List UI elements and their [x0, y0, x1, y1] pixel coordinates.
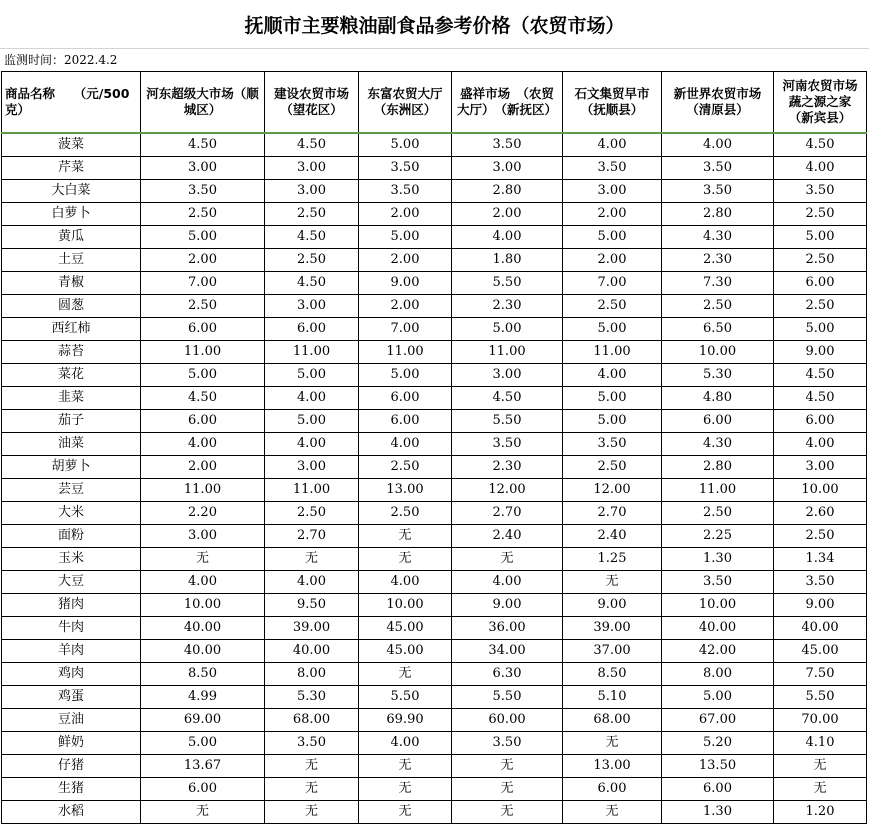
table-row — [2, 318, 867, 341]
product-name-cell[interactable]: 牛肉 — [2, 617, 141, 640]
product-name-cell[interactable]: 鸡肉 — [2, 663, 141, 686]
price-cell[interactable]: 无 — [452, 801, 563, 824]
price-cell[interactable]: 4.50 — [774, 387, 867, 410]
table-row — [2, 709, 867, 732]
price-cell[interactable]: 11.00 — [452, 341, 563, 364]
product-name-cell[interactable]: 西红柿 — [2, 318, 141, 341]
price-cell[interactable]: 1.34 — [774, 548, 867, 571]
product-name-cell[interactable]: 蒜苔 — [2, 341, 141, 364]
price-cell[interactable]: 2.50 — [359, 456, 452, 479]
table-row — [2, 640, 867, 663]
price-cell[interactable]: 13.00 — [359, 479, 452, 502]
price-cell[interactable]: 2.50 — [265, 203, 359, 226]
price-cell[interactable]: 6.00 — [662, 778, 774, 801]
price-cell[interactable]: 6.00 — [265, 318, 359, 341]
price-cell[interactable]: 无 — [265, 801, 359, 824]
price-cell[interactable]: 4.50 — [265, 272, 359, 295]
product-name-cell[interactable]: 青椒 — [2, 272, 141, 295]
price-cell[interactable]: 7.00 — [359, 318, 452, 341]
price-cell[interactable]: 6.00 — [662, 410, 774, 433]
price-cell[interactable]: 4.30 — [662, 226, 774, 249]
header-market[interactable]: 新世界农贸市场（清原县） — [662, 72, 774, 134]
price-cell[interactable]: 2.00 — [359, 295, 452, 318]
table-row — [2, 341, 867, 364]
price-cell[interactable]: 2.50 — [359, 502, 452, 525]
product-name-cell[interactable]: 圆葱 — [2, 295, 141, 318]
price-cell[interactable]: 2.00 — [141, 249, 265, 272]
price-cell[interactable]: 68.00 — [265, 709, 359, 732]
price-cell[interactable]: 4.00 — [265, 433, 359, 456]
price-cell[interactable]: 36.00 — [452, 617, 563, 640]
price-cell[interactable]: 无 — [265, 778, 359, 801]
price-cell[interactable]: 9.00 — [563, 594, 662, 617]
price-cell[interactable]: 5.50 — [452, 686, 563, 709]
price-cell[interactable]: 5.00 — [662, 686, 774, 709]
price-cell[interactable]: 10.00 — [662, 594, 774, 617]
price-cell[interactable]: 45.00 — [774, 640, 867, 663]
price-cell[interactable]: 5.50 — [452, 272, 563, 295]
price-cell[interactable]: 2.60 — [774, 502, 867, 525]
price-cell[interactable]: 3.50 — [452, 433, 563, 456]
price-cell[interactable]: 无 — [141, 548, 265, 571]
table-row — [2, 364, 867, 387]
price-cell[interactable]: 3.00 — [563, 180, 662, 203]
price-cell[interactable]: 8.00 — [662, 663, 774, 686]
price-cell[interactable]: 4.00 — [563, 364, 662, 387]
price-cell[interactable]: 9.00 — [774, 594, 867, 617]
price-cell[interactable]: 34.00 — [452, 640, 563, 663]
price-cell[interactable]: 2.00 — [141, 456, 265, 479]
price-cell[interactable]: 6.50 — [662, 318, 774, 341]
price-cell[interactable]: 3.00 — [265, 456, 359, 479]
price-cell[interactable]: 6.30 — [452, 663, 563, 686]
price-cell[interactable]: 8.00 — [265, 663, 359, 686]
price-cell[interactable]: 6.00 — [563, 778, 662, 801]
price-cell[interactable]: 13.67 — [141, 755, 265, 778]
price-cell[interactable]: 40.00 — [265, 640, 359, 663]
table-row — [2, 157, 867, 180]
price-cell[interactable]: 37.00 — [563, 640, 662, 663]
price-cell[interactable]: 2.50 — [265, 502, 359, 525]
table-row — [2, 778, 867, 801]
price-cell[interactable]: 70.00 — [774, 709, 867, 732]
table-row — [2, 456, 867, 479]
price-cell[interactable]: 9.00 — [452, 594, 563, 617]
price-cell[interactable]: 无 — [563, 732, 662, 755]
table-row — [2, 548, 867, 571]
price-cell[interactable]: 5.00 — [359, 226, 452, 249]
header-market[interactable]: 东富农贸大厅（东洲区） — [359, 72, 452, 134]
price-cell[interactable]: 无 — [141, 801, 265, 824]
price-cell[interactable]: 6.00 — [141, 410, 265, 433]
price-cell[interactable]: 2.80 — [452, 180, 563, 203]
price-cell[interactable]: 2.80 — [662, 203, 774, 226]
table-row — [2, 133, 867, 157]
price-cell[interactable]: 2.00 — [359, 249, 452, 272]
price-cell[interactable]: 2.50 — [265, 249, 359, 272]
price-cell[interactable]: 12.00 — [452, 479, 563, 502]
price-cell[interactable]: 4.00 — [265, 387, 359, 410]
price-cell[interactable]: 2.50 — [662, 295, 774, 318]
price-cell[interactable]: 2.30 — [452, 456, 563, 479]
price-cell[interactable]: 6.00 — [359, 387, 452, 410]
price-cell[interactable]: 6.00 — [141, 318, 265, 341]
price-cell[interactable]: 无 — [359, 525, 452, 548]
price-cell[interactable]: 5.00 — [359, 364, 452, 387]
header-product[interactable]: 商品名称 （元/500克） — [2, 72, 141, 134]
price-cell[interactable]: 2.70 — [452, 502, 563, 525]
price-cell[interactable]: 4.00 — [774, 157, 867, 180]
price-cell[interactable]: 3.50 — [774, 180, 867, 203]
price-cell[interactable]: 69.90 — [359, 709, 452, 732]
price-cell[interactable]: 5.00 — [563, 387, 662, 410]
price-cell[interactable]: 10.00 — [774, 479, 867, 502]
price-cell[interactable]: 11.00 — [563, 341, 662, 364]
table-row — [2, 203, 867, 226]
sheet-title: 抚顺市主要粮油副食品参考价格（农贸市场） — [0, 0, 869, 49]
product-name-cell[interactable]: 猪肉 — [2, 594, 141, 617]
price-cell[interactable]: 2.50 — [563, 295, 662, 318]
price-cell[interactable]: 4.00 — [563, 133, 662, 157]
price-cell[interactable]: 无 — [265, 548, 359, 571]
price-cell[interactable]: 4.50 — [774, 364, 867, 387]
price-cell[interactable]: 5.00 — [452, 318, 563, 341]
product-name-cell[interactable]: 菠菜 — [2, 133, 141, 157]
product-name-cell[interactable]: 鲜奶 — [2, 732, 141, 755]
price-cell[interactable]: 6.00 — [774, 272, 867, 295]
table-row — [2, 525, 867, 548]
header-market[interactable]: 盛祥市场 （农贸大厅） （新抚区） — [452, 72, 563, 134]
price-cell[interactable]: 39.00 — [563, 617, 662, 640]
product-name-cell[interactable]: 羊肉 — [2, 640, 141, 663]
price-cell[interactable]: 5.10 — [563, 686, 662, 709]
price-cell[interactable]: 1.20 — [774, 801, 867, 824]
price-cell[interactable]: 2.00 — [452, 203, 563, 226]
table-body — [2, 133, 867, 824]
price-cell[interactable]: 1.30 — [662, 548, 774, 571]
product-name-cell[interactable]: 生猪 — [2, 778, 141, 801]
price-cell[interactable]: 6.00 — [359, 410, 452, 433]
table-row — [2, 663, 867, 686]
price-cell[interactable]: 42.00 — [662, 640, 774, 663]
price-cell[interactable]: 5.00 — [774, 226, 867, 249]
price-cell[interactable]: 4.00 — [359, 571, 452, 594]
price-cell[interactable]: 5.20 — [662, 732, 774, 755]
price-cell[interactable]: 3.50 — [452, 732, 563, 755]
price-cell[interactable]: 9.50 — [265, 594, 359, 617]
price-cell[interactable]: 9.00 — [774, 341, 867, 364]
price-cell[interactable]: 45.00 — [359, 640, 452, 663]
product-name-cell[interactable]: 芹菜 — [2, 157, 141, 180]
price-cell[interactable]: 2.25 — [662, 525, 774, 548]
table-row — [2, 594, 867, 617]
price-cell[interactable]: 2.20 — [141, 502, 265, 525]
product-name-cell[interactable]: 玉米 — [2, 548, 141, 571]
price-cell[interactable]: 无 — [452, 548, 563, 571]
price-cell[interactable]: 68.00 — [563, 709, 662, 732]
price-cell[interactable]: 11.00 — [265, 479, 359, 502]
price-cell[interactable]: 7.00 — [141, 272, 265, 295]
price-cell[interactable]: 11.00 — [662, 479, 774, 502]
price-cell[interactable]: 无 — [359, 548, 452, 571]
price-cell[interactable]: 5.00 — [141, 364, 265, 387]
price-cell[interactable]: 2.30 — [452, 295, 563, 318]
price-cell[interactable]: 3.50 — [359, 180, 452, 203]
price-cell[interactable]: 4.00 — [359, 433, 452, 456]
price-cell[interactable]: 10.00 — [359, 594, 452, 617]
price-cell[interactable]: 40.00 — [141, 640, 265, 663]
price-cell[interactable]: 5.00 — [359, 133, 452, 157]
price-cell[interactable]: 3.00 — [774, 456, 867, 479]
price-cell[interactable]: 5.00 — [563, 410, 662, 433]
price-cell[interactable]: 40.00 — [774, 617, 867, 640]
price-cell[interactable]: 3.50 — [662, 157, 774, 180]
table-row — [2, 755, 867, 778]
price-cell[interactable]: 4.00 — [774, 433, 867, 456]
table-row — [2, 387, 867, 410]
price-cell[interactable]: 2.40 — [563, 525, 662, 548]
price-cell[interactable]: 7.30 — [662, 272, 774, 295]
price-cell[interactable]: 4.00 — [141, 571, 265, 594]
price-cell[interactable]: 4.80 — [662, 387, 774, 410]
price-cell[interactable]: 69.00 — [141, 709, 265, 732]
price-cell[interactable]: 60.00 — [452, 709, 563, 732]
price-cell[interactable]: 12.00 — [563, 479, 662, 502]
product-name-cell[interactable]: 菜花 — [2, 364, 141, 387]
price-cell[interactable]: 3.50 — [563, 433, 662, 456]
price-cell[interactable]: 11.00 — [141, 341, 265, 364]
product-name-cell[interactable]: 黄瓜 — [2, 226, 141, 249]
product-name-cell[interactable]: 面粉 — [2, 525, 141, 548]
price-cell[interactable]: 3.50 — [452, 133, 563, 157]
price-cell[interactable]: 3.50 — [774, 571, 867, 594]
price-cell[interactable]: 无 — [265, 755, 359, 778]
header-market[interactable]: 建设农贸市场（望花区） — [265, 72, 359, 134]
product-name-cell[interactable]: 仔猪 — [2, 755, 141, 778]
price-cell[interactable]: 3.00 — [265, 295, 359, 318]
table-row — [2, 479, 867, 502]
price-cell[interactable]: 2.00 — [359, 203, 452, 226]
price-cell[interactable]: 45.00 — [359, 617, 452, 640]
price-cell[interactable]: 2.50 — [774, 203, 867, 226]
price-cell[interactable]: 11.00 — [359, 341, 452, 364]
price-cell[interactable]: 40.00 — [141, 617, 265, 640]
price-cell[interactable]: 6.00 — [774, 410, 867, 433]
product-name-cell[interactable]: 鸡蛋 — [2, 686, 141, 709]
price-cell[interactable]: 2.50 — [774, 249, 867, 272]
price-cell[interactable]: 5.50 — [452, 410, 563, 433]
price-cell[interactable]: 无 — [774, 755, 867, 778]
price-cell[interactable]: 4.50 — [141, 387, 265, 410]
price-table — [1, 71, 867, 824]
price-cell[interactable]: 5.30 — [265, 686, 359, 709]
product-name-cell[interactable]: 白萝卜 — [2, 203, 141, 226]
price-cell[interactable]: 13.50 — [662, 755, 774, 778]
product-name-cell[interactable]: 大米 — [2, 502, 141, 525]
price-cell[interactable]: 2.00 — [563, 249, 662, 272]
price-cell[interactable]: 3.00 — [265, 180, 359, 203]
price-cell[interactable]: 2.40 — [452, 525, 563, 548]
price-cell[interactable]: 39.00 — [265, 617, 359, 640]
price-cell[interactable]: 4.00 — [452, 226, 563, 249]
table-row — [2, 433, 867, 456]
product-name-cell[interactable]: 油菜 — [2, 433, 141, 456]
monitor-date: 监测时间：2022.4.2 — [4, 53, 118, 67]
price-cell[interactable]: 无 — [359, 778, 452, 801]
price-cell[interactable]: 4.00 — [141, 433, 265, 456]
product-name-cell[interactable]: 豆油 — [2, 709, 141, 732]
price-cell[interactable]: 无 — [359, 801, 452, 824]
table-row — [2, 502, 867, 525]
price-cell[interactable]: 67.00 — [662, 709, 774, 732]
product-name-cell[interactable]: 土豆 — [2, 249, 141, 272]
price-cell[interactable]: 4.00 — [662, 133, 774, 157]
price-cell[interactable]: 9.00 — [359, 272, 452, 295]
price-cell[interactable]: 4.30 — [662, 433, 774, 456]
price-cell[interactable]: 2.50 — [774, 295, 867, 318]
price-cell[interactable]: 7.00 — [563, 272, 662, 295]
table-row — [2, 686, 867, 709]
price-cell[interactable]: 4.50 — [265, 133, 359, 157]
price-cell[interactable]: 无 — [452, 778, 563, 801]
table-row — [2, 801, 867, 824]
price-cell[interactable]: 5.00 — [563, 318, 662, 341]
price-cell[interactable]: 4.00 — [265, 571, 359, 594]
price-cell[interactable]: 5.00 — [563, 226, 662, 249]
table-row — [2, 617, 867, 640]
price-cell[interactable]: 3.50 — [662, 180, 774, 203]
price-cell[interactable]: 10.00 — [141, 594, 265, 617]
price-cell[interactable]: 7.50 — [774, 663, 867, 686]
price-cell[interactable]: 2.70 — [265, 525, 359, 548]
product-name-cell[interactable]: 韭菜 — [2, 387, 141, 410]
product-name-cell[interactable]: 芸豆 — [2, 479, 141, 502]
product-name-cell[interactable]: 水稻 — [2, 801, 141, 824]
price-cell[interactable]: 1.25 — [563, 548, 662, 571]
price-cell[interactable]: 无 — [359, 755, 452, 778]
price-cell[interactable]: 3.50 — [662, 571, 774, 594]
price-cell[interactable]: 1.30 — [662, 801, 774, 824]
price-cell[interactable]: 2.80 — [662, 456, 774, 479]
table-row — [2, 249, 867, 272]
table-row — [2, 272, 867, 295]
price-cell[interactable]: 4.50 — [452, 387, 563, 410]
price-cell[interactable]: 6.00 — [141, 778, 265, 801]
price-cell[interactable]: 2.00 — [563, 203, 662, 226]
price-cell[interactable]: 1.80 — [452, 249, 563, 272]
table-row — [2, 226, 867, 249]
price-cell[interactable]: 4.50 — [774, 133, 867, 157]
price-cell[interactable]: 3.00 — [452, 157, 563, 180]
price-cell[interactable]: 3.50 — [563, 157, 662, 180]
price-cell[interactable]: 5.30 — [662, 364, 774, 387]
price-cell[interactable]: 8.50 — [141, 663, 265, 686]
header-row — [2, 72, 867, 134]
price-cell[interactable]: 4.99 — [141, 686, 265, 709]
price-cell[interactable]: 11.00 — [265, 341, 359, 364]
header-market[interactable]: 河南农贸市场蔬之源之家（新宾县） — [774, 72, 867, 134]
table-row — [2, 180, 867, 203]
price-cell[interactable]: 3.00 — [265, 157, 359, 180]
product-name-cell[interactable]: 大豆 — [2, 571, 141, 594]
table-row — [2, 571, 867, 594]
table-row — [2, 732, 867, 755]
price-cell[interactable]: 2.70 — [563, 502, 662, 525]
price-cell[interactable]: 3.00 — [452, 364, 563, 387]
price-cell[interactable]: 3.00 — [141, 525, 265, 548]
price-cell[interactable]: 无 — [563, 571, 662, 594]
table-row — [2, 295, 867, 318]
price-cell[interactable]: 3.50 — [141, 180, 265, 203]
price-cell[interactable]: 8.50 — [563, 663, 662, 686]
product-name-cell[interactable]: 大白菜 — [2, 180, 141, 203]
price-cell[interactable]: 4.10 — [774, 732, 867, 755]
header-market[interactable]: 河东超级大市场（顺城区） — [141, 72, 265, 134]
price-cell[interactable]: 5.00 — [141, 732, 265, 755]
price-cell[interactable]: 13.00 — [563, 755, 662, 778]
price-cell[interactable]: 3.50 — [359, 157, 452, 180]
price-cell[interactable]: 2.50 — [141, 295, 265, 318]
price-cell[interactable]: 3.50 — [265, 732, 359, 755]
price-cell[interactable]: 5.00 — [265, 410, 359, 433]
price-cell[interactable]: 2.50 — [662, 502, 774, 525]
product-name-cell[interactable]: 茄子 — [2, 410, 141, 433]
price-cell[interactable]: 无 — [359, 663, 452, 686]
table-row — [2, 410, 867, 433]
price-cell[interactable]: 5.50 — [774, 686, 867, 709]
price-cell[interactable]: 4.50 — [141, 133, 265, 157]
price-cell[interactable]: 无 — [452, 755, 563, 778]
price-cell[interactable]: 3.00 — [141, 157, 265, 180]
price-cell[interactable]: 2.50 — [774, 525, 867, 548]
price-cell[interactable]: 40.00 — [662, 617, 774, 640]
price-cell[interactable]: 10.00 — [662, 341, 774, 364]
price-cell[interactable]: 2.30 — [662, 249, 774, 272]
price-cell[interactable]: 5.00 — [774, 318, 867, 341]
price-cell[interactable]: 2.50 — [141, 203, 265, 226]
price-cell[interactable]: 4.00 — [359, 732, 452, 755]
price-cell[interactable]: 4.50 — [265, 226, 359, 249]
price-cell[interactable]: 无 — [563, 801, 662, 824]
price-cell[interactable]: 5.00 — [265, 364, 359, 387]
header-market[interactable]: 石文集贸早市（抚顺县） — [563, 72, 662, 134]
price-cell[interactable]: 5.00 — [141, 226, 265, 249]
price-cell[interactable]: 5.50 — [359, 686, 452, 709]
product-name-cell[interactable]: 胡萝卜 — [2, 456, 141, 479]
price-cell[interactable]: 11.00 — [141, 479, 265, 502]
price-cell[interactable]: 2.50 — [563, 456, 662, 479]
price-cell[interactable]: 4.00 — [452, 571, 563, 594]
price-cell[interactable]: 无 — [774, 778, 867, 801]
